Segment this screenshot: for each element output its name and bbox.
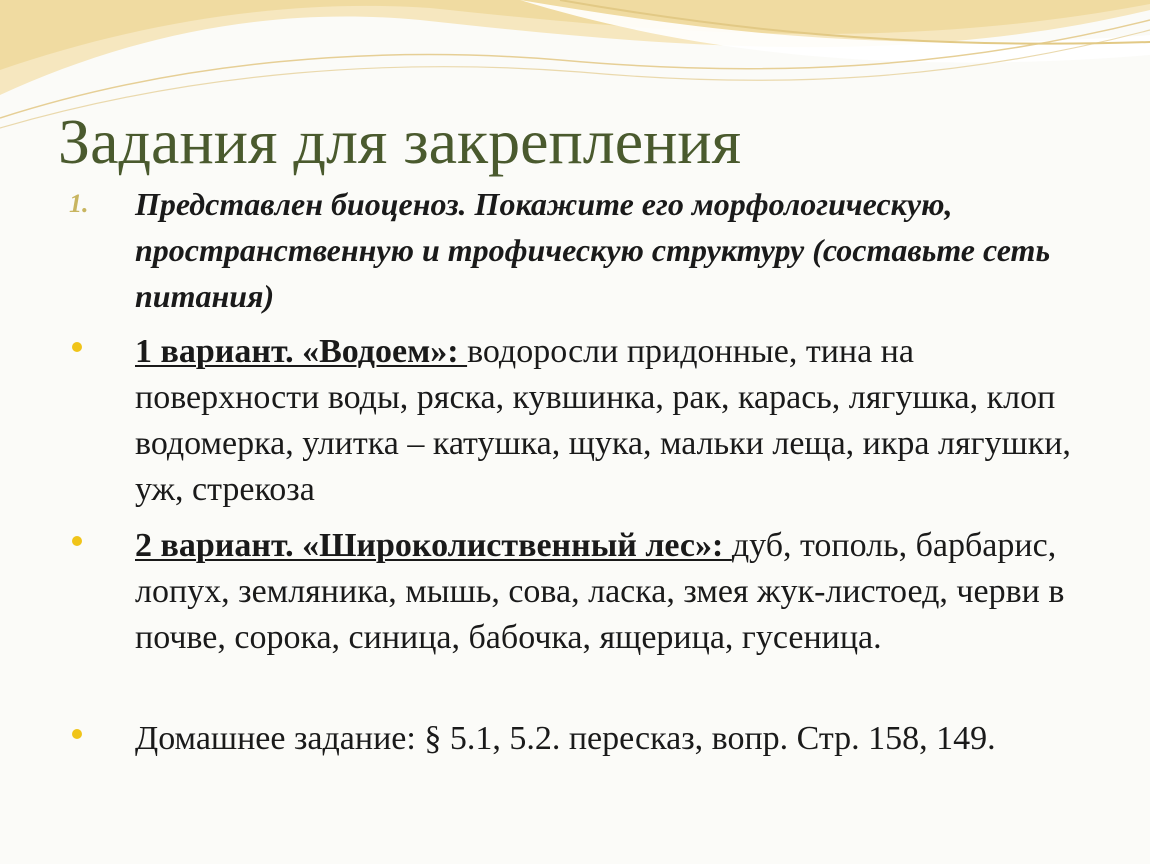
variant-2-text: дуб, тополь, барбарис, лопух, земляника, мышь, сова, ласка, змея жук-листоед, черви в почве, сорока, синица, бабочка, ящерица, гусеница. [135, 527, 1065, 656]
variant-2-label: 2 вариант. «Широколиственный лес»: [135, 527, 732, 564]
variant-1-text: водоросли придонные, тина на поверхности воды, ряска, кувшинка, рак, карась, лягушка, клоп водомерка, улитка – катушка, щука, мальки леща, икра лягушки, уж, стрекоза [135, 333, 1071, 508]
homework-text: Домашнее задание: § 5.1, 5.2. пересказ, вопр. Стр. 158, 149. [135, 720, 996, 757]
variant-1-item [135, 329, 1095, 513]
variant-2-item [135, 523, 1095, 661]
bullet-icon [72, 536, 82, 546]
bullet-icon [72, 729, 82, 739]
task-text: Представлен биоценоз. Покажите его морфологическую, пространственную и трофическую структуру (составьте сеть питания) [135, 186, 1051, 314]
slide-title: Задания для закрепления [58, 106, 742, 177]
task-1 [69, 181, 1095, 319]
variant-1-label: 1 вариант. «Водоем»: [135, 333, 468, 370]
homework-item [135, 716, 1095, 762]
bullet-icon [72, 342, 82, 352]
task-number: 1. [69, 189, 89, 218]
